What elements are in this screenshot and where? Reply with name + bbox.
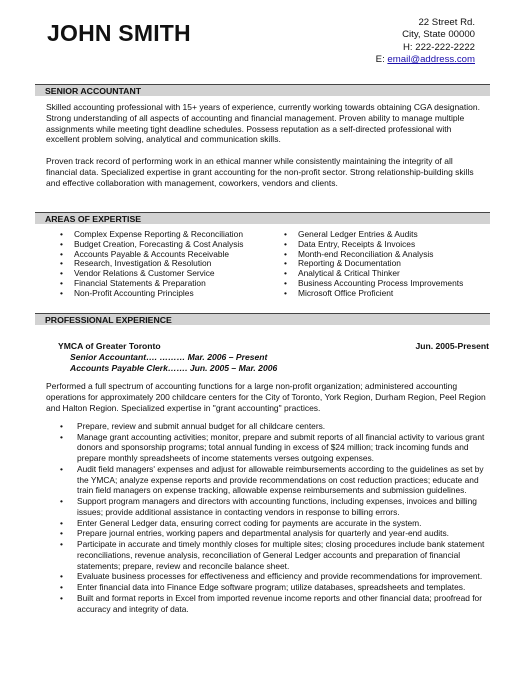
employer-name: YMCA of Greater Toronto bbox=[58, 341, 161, 351]
email-link[interactable]: email@address.com bbox=[387, 54, 475, 66]
list-item: • Financial Statements & Preparation bbox=[60, 279, 284, 289]
list-item: • Business Accounting Process Improvements bbox=[284, 279, 463, 289]
expertise-list-right bbox=[284, 230, 463, 299]
list-item: • Participate in accurate and timely monthly closes for multiple sites; closing procedures include bank statement reconciliations, revenue analysis, reconciliation of General Ledger accounts and preparation of financial statements; prepare, review and reconcile balance sheet. bbox=[60, 539, 490, 571]
expertise-list-left bbox=[60, 230, 284, 299]
list-item: • Reporting & Documentation bbox=[284, 259, 463, 269]
list-item: • Vendor Relations & Customer Service bbox=[60, 269, 284, 279]
role-senior-accountant: Senior Accountant…. ……… Mar. 2006 – Present bbox=[70, 352, 268, 362]
section-heading-experience: PROFESSIONAL EXPERIENCE bbox=[35, 313, 490, 325]
list-item: • Evaluate business processes for effectiveness and efficiency and provide recommendations for improvement. bbox=[60, 571, 490, 582]
contact-block bbox=[376, 17, 475, 67]
list-item: • Analytical & Critical Thinker bbox=[284, 269, 463, 279]
candidate-name: JOHN SMITH bbox=[47, 20, 191, 46]
experience-description: Performed a full spectrum of accounting functions for a large non-profit organization; administered accounting operations for approximately 200 childcare centers for the City of Toronto, York Region, Durham Region, Peel Region and Halton Region. Specialized expertise in "grant accounting" practices. bbox=[46, 381, 486, 413]
employment-dates: Jun. 2005-Present bbox=[415, 341, 489, 351]
address-line-2: City, State 00000 bbox=[402, 29, 475, 41]
list-item: • Microsoft Office Proficient bbox=[284, 289, 463, 299]
list-item: • Audit field managers' expenses and adjust for allowable reimbursements according to the guidelines as set by the YMCA; analyze expense reports and provide recommendations on cost reduction practices; educate and train field managers on expense tracking, allowable expense reimbursements and submission guidelines. bbox=[60, 464, 490, 496]
email-row bbox=[376, 54, 475, 66]
list-item: • Prepare, review and submit annual budget for all childcare centers. bbox=[60, 421, 490, 432]
email-label: E: bbox=[375, 54, 388, 66]
experience-bullets bbox=[60, 421, 490, 615]
list-item: • Research, Investigation & Resolution bbox=[60, 259, 284, 269]
list-item: • Month-end Reconciliation & Analysis bbox=[284, 250, 463, 260]
expertise-columns bbox=[60, 230, 490, 299]
list-item: • Built and format reports in Excel from imported revenue income reports and other financial data; proofread for accuracy and integrity of data. bbox=[60, 593, 490, 614]
list-item: • Enter financial data into Finance Edge software program; utilize databases, spreadsheets and templates. bbox=[60, 582, 490, 593]
section-heading-expertise: AREAS OF EXPERTISE bbox=[35, 212, 490, 224]
role-ap-clerk: Accounts Payable Clerk……. Jun. 2005 – Mar. 2006 bbox=[70, 363, 278, 373]
address-line-1: 22 Street Rd. bbox=[418, 17, 475, 28]
summary-paragraph-1: Skilled accounting professional with 15+ years of experience, currently working towards obtaining CGA designation. Strong understanding of all aspects of accounting and financial management. Proven ability to manage multiple assignments while meeting tight deadline schedules. Possess reputation as a self-directed professional with excellent problem solving, analytical and communication skills. bbox=[46, 102, 480, 145]
section-heading-summary: SENIOR ACCOUNTANT bbox=[35, 84, 490, 96]
list-item: • Non-Profit Accounting Principles bbox=[60, 289, 284, 299]
list-item: • General Ledger Entries & Audits bbox=[284, 230, 463, 240]
phone: H: 222-222-2222 bbox=[402, 41, 475, 53]
list-item: • Budget Creation, Forecasting & Cost Analysis bbox=[60, 240, 284, 250]
list-item: • Manage grant accounting activities; monitor, prepare and submit reports of all financial activity to various grant donors and sponsorship programs; total annual funding in excess of $24 million; track incoming funds and prepare monthly spreadsheets of income statements verses outgoing expenses. bbox=[60, 432, 490, 464]
list-item: • Data Entry, Receipts & Invoices bbox=[284, 240, 463, 250]
list-item: • Enter General Ledger data, ensuring correct coding for payments are accurate in the system. bbox=[60, 518, 490, 529]
summary-paragraph-2: Proven track record of performing work in an ethical manner while consistently maintaining the integrity of all financial data. Specialized expertise in grant accounting for the non-profit sector. Strong relationship-building skills and effective collaboration with management, coworkers, vendors and clients. bbox=[46, 156, 474, 188]
list-item: • Prepare journal entries, working papers and departmental analysis for quarterly and year-end audits. bbox=[60, 528, 490, 539]
list-item: • Complex Expense Reporting & Reconciliation bbox=[60, 230, 284, 240]
list-item: • Accounts Payable & Accounts Receivable bbox=[60, 250, 284, 260]
list-item: • Support program managers and directors with accounting functions, including expenses, invoices and billing issues; provide additional assistance in contacting vendors in response to billing errors. bbox=[60, 496, 490, 517]
